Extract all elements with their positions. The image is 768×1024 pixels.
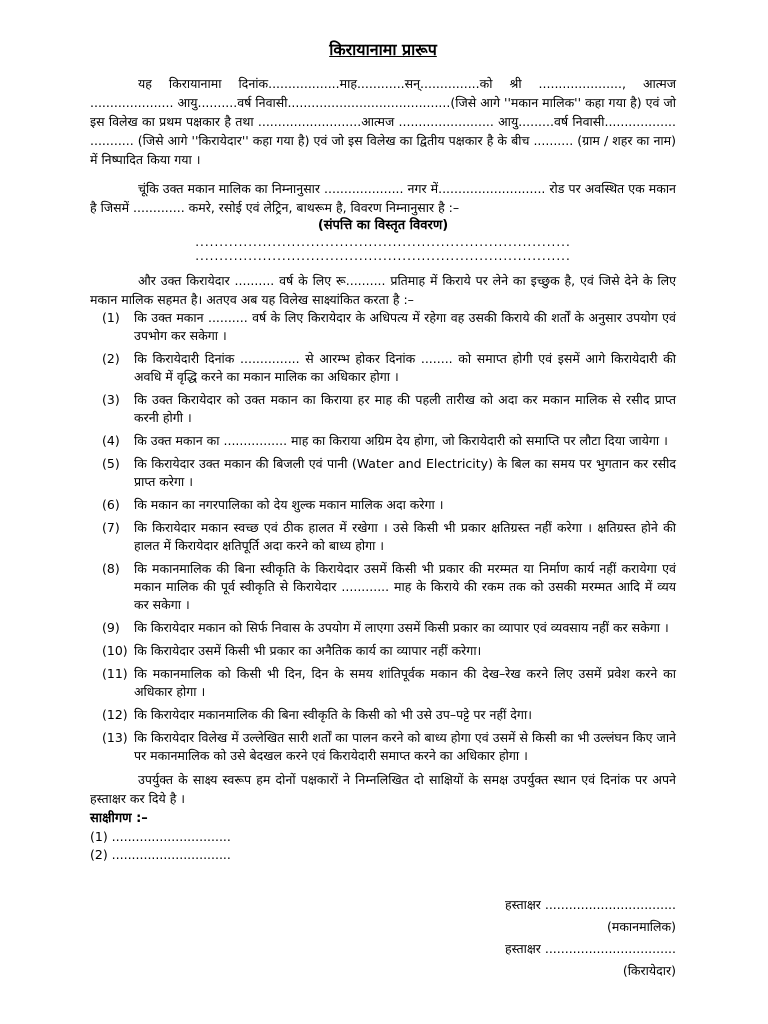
clause-text: कि किरायेदार विलेख में उल्लेखित सारी शर्तों का पालन करने को बाध्य होगा एवं उसमें से किसी का भी उल्लंघन किए जाने पर मकानमालिक को उसे बेदखल करने एवं किरायेदारी समाप्त करने का अधिकार होगा । <box>134 730 676 763</box>
clause-text: कि उक्त मकान .......... वर्ष के लिए किरायेदार के अधिपत्य में रहेगा वह उसकी किराये की शर्तों के अनुसार उपयोग एवं उपभोग कर सकेगा । <box>134 310 676 343</box>
clause-text: कि किरायेदार उसमें किसी भी प्रकार का अनैतिक कार्य का व्यापार नहीं करेगा। <box>134 643 482 658</box>
property-dots-line-2: .............................................................................. <box>195 249 571 263</box>
clause-item <box>90 706 676 724</box>
tenant-signature-line: हस्ताक्षर ................................. <box>504 941 676 956</box>
witness-2: (2) .............................. <box>90 847 231 862</box>
clause-number: (9) <box>102 620 120 635</box>
intro-paragraph: यह किरायानामा दिनांक..................माह............सन्...............को श्री ....................., आत्मज ..................... आयु..........वर्ष निवासी.........................................(जिसे आगे ''मकान मालिक'' कहा गया है) एवं जो इस विलेख का प्रथम पक्षकार है तथा ..........................आत्मज ........................ आयु.........वर्ष निवासी.................. ........... (जिसे आगे ''किरायेदार'' कहा गया है) एवं जो इस विलेख का द्वितीय पक्षकार है के बीच .......... (ग्राम / शहर का नाम) में निष्पादित किया गया । <box>90 76 676 167</box>
property-heading: (संपत्ति का विस्तृत विवरण) <box>317 218 449 233</box>
clause-text: कि किरायेदार उक्त मकान की बिजली एवं पानी (Water and Electricity) के बिल का समय पर भुगतान कर रसीद प्राप्त करेगा । <box>134 456 676 489</box>
clause-number: (2) <box>102 351 120 366</box>
clause-text: कि उक्त मकान का ................ माह का किराया अग्रिम देय होगा, जो किरायेदारी को समाप्ति पर लौटा दिया जायेगा । <box>134 433 668 448</box>
agreement-paragraph: और उक्त किरायेदार .......... वर्ष के लिए रू.......... प्रतिमाह में किराये पर लेने का इच्छुक है, एवं जिसे देने के लिए मकान मालिक सहमत है। अतएव अब यह विलेख साक्ष्यांकित करता है :– <box>90 273 676 307</box>
clause-item <box>90 619 676 637</box>
clause-item <box>90 665 676 701</box>
clause-text: कि किरायेदार मकान स्वच्छ एवं ठीक हालत में रखेगा । उसे किसी भी प्रकार क्षतिग्रस्त नहीं करेगा । क्षतिग्रस्त होने की हालत में किरायेदार क्षतिपूर्ति अदा करने को बाध्य होगा । <box>134 520 676 553</box>
spacer <box>90 263 676 271</box>
witness-heading: साक्षीगण :– <box>90 811 148 826</box>
clause-number: (5) <box>102 456 120 471</box>
document-title: किरायानामा प्रारूप <box>329 40 437 59</box>
clause-text: कि मकानमालिक को किसी भी दिन, दिन के समय शांतिपूर्वक मकान की देख–रेख करने लिए उसमें प्रवेश करने का अधिकार होगा । <box>134 666 676 699</box>
clause-text: कि मकान का नगरपालिका को देय शुल्क मकान मालिक अदा करेगा । <box>134 497 444 512</box>
landlord-role: (मकानमालिक) <box>606 919 676 934</box>
clause-number: (11) <box>102 666 128 681</box>
clause-number: (4) <box>102 433 120 448</box>
clause-number: (3) <box>102 392 120 407</box>
clause-number: (12) <box>102 707 128 722</box>
witness-1: (1) .............................. <box>90 829 231 844</box>
clause-item <box>90 519 676 555</box>
clause-text: कि मकानमालिक की बिना स्वीकृति के किरायेदार उसमें किसी भी प्रकार की मरम्मत या निर्माण कार्य नहीं करायेगा एवं मकान मालिक की पूर्व स्वीकृति से किरायेदार ............ माह के किराये की रकम तक को उसकी मरम्मत आदि में व्यय कर सकेगा । <box>134 561 676 612</box>
clause-list <box>90 309 676 765</box>
property-dots-line-1: .............................................................................. <box>195 235 571 249</box>
clause-item <box>90 729 676 765</box>
landlord-signature-block <box>476 894 676 982</box>
clause-item <box>90 496 676 514</box>
clause-number: (10) <box>102 643 128 658</box>
landlord-signature-line: हस्ताक्षर ................................. <box>504 897 676 912</box>
clause-item <box>90 560 676 614</box>
clause-number: (6) <box>102 497 120 512</box>
clause-item <box>90 350 676 386</box>
clause-number: (1) <box>102 310 120 325</box>
clause-text: कि किरायेदार मकानमालिक की बिना स्वीकृति के किसी को भी उसे उप–पट्टे पर नहीं देगा। <box>134 707 532 722</box>
tenant-role: (किरायेदार) <box>622 963 676 978</box>
clause-number: (7) <box>102 520 120 535</box>
clause-text: कि किरायेदारी दिनांक ............... से आरम्भ होकर दिनांक ........ को समाप्त होगी एवं इसमें आगे किरायेदारी की अवधि में वृद्धि करने का मकान मालिक का अधिकार होगा । <box>134 351 676 384</box>
clause-item <box>90 432 676 450</box>
clause-text: कि उक्त किरायेदार को उक्त मकान का किराया हर माह की पहली तारीख को अदा कर मकान मालिक से रसीद प्राप्त करनी होगी । <box>134 392 676 425</box>
clause-number: (13) <box>102 730 128 745</box>
spacer <box>90 169 676 179</box>
clause-text: कि किरायेदार मकान को सिर्फ निवास के उपयोग में लाएगा उसमें किसी प्रकार का व्यापार एवं व्यवसाय नहीं कर सकेगा । <box>134 620 669 635</box>
clause-item <box>90 642 676 660</box>
clause-number: (8) <box>102 561 120 576</box>
clause-item <box>90 391 676 427</box>
clause-item <box>90 455 676 491</box>
clause-item <box>90 309 676 345</box>
property-paragraph: चूंकि उक्त मकान मालिक का निम्नानुसार .................... नगर में........................... रोड पर अवस्थित एक मकान है जिसमें ............. कमरे, रसोई एवं लेट्रिन, बाथरूम है, विवरण निम्नानुसार है :– <box>90 181 676 215</box>
closing-paragraph: उपर्युक्त के साक्ष्य स्वरूप हम दोनों पक्षकारों ने निम्नलिखित दो साक्षियों के समक्ष उपर्युक्त स्थान एवं दिनांक पर अपने हस्ताक्षर कर दिये है । <box>90 772 676 806</box>
